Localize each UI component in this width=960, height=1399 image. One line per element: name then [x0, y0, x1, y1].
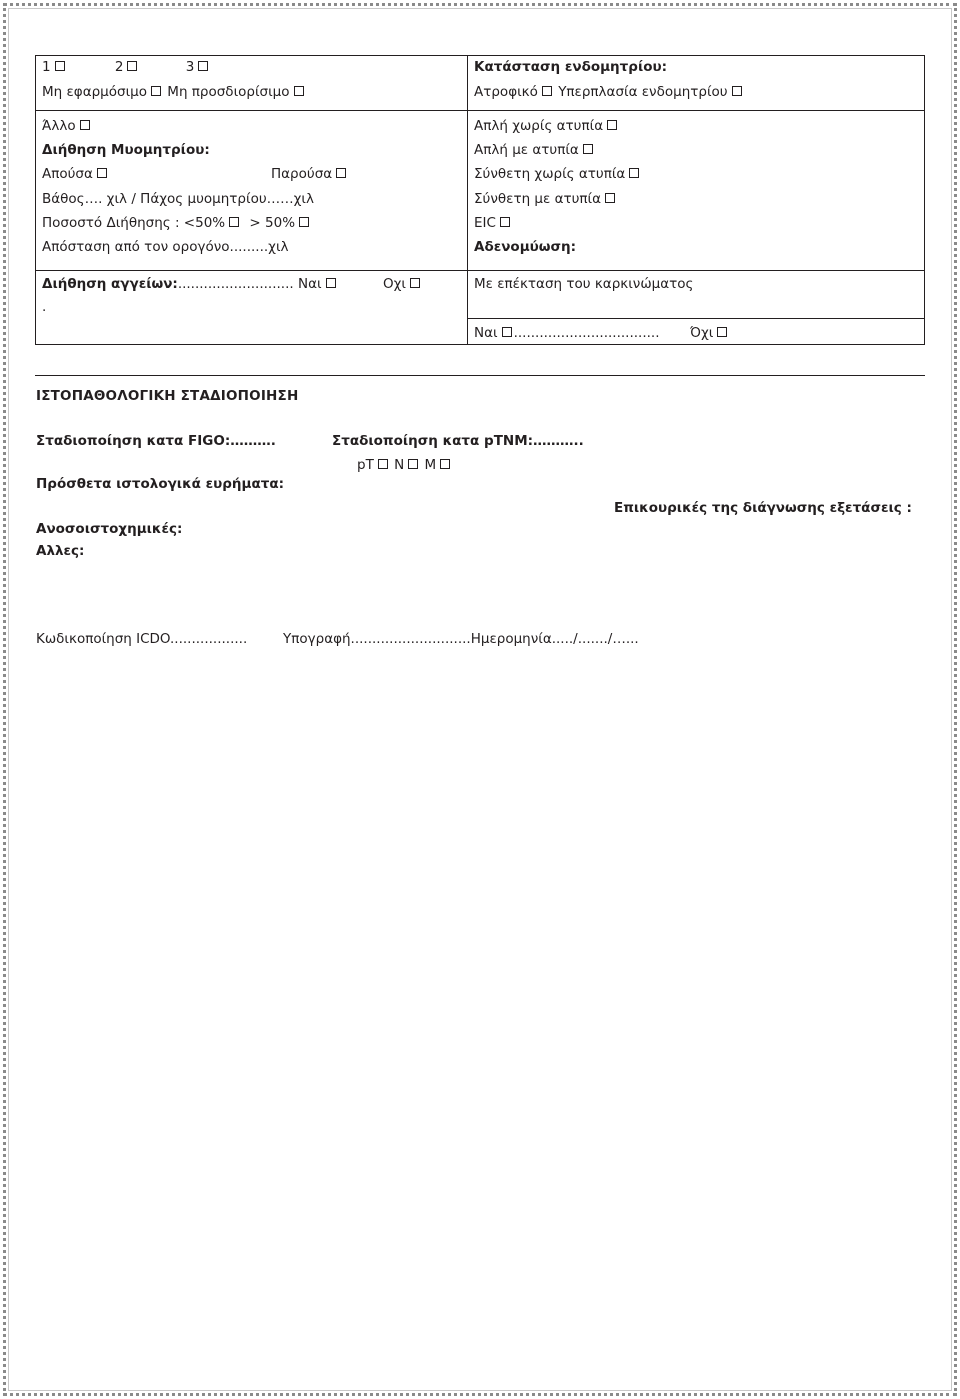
eic-checkbox[interactable]	[500, 217, 510, 227]
endometrium-heading: Κατάσταση ενδομητρίου:	[474, 59, 667, 75]
extension-yes-label: Ναι	[474, 325, 498, 341]
extension-yes-row	[474, 324, 659, 342]
grade-2-label: 2	[114, 59, 124, 75]
vessels-no-checkbox[interactable]	[410, 278, 420, 288]
atrophic-checkbox[interactable]	[542, 86, 552, 96]
grade-3-checkbox[interactable]	[198, 61, 208, 71]
myometrial-heading: Διήθηση Μυομητρίου:	[42, 142, 210, 158]
simple-atypia-row	[474, 141, 595, 159]
immunohistochemistry: Ανοσοιστοχημικές:	[36, 521, 183, 537]
absent-label: Απούσα	[42, 166, 93, 182]
hyperplasia-label: Υπερπλασία ενδομητρίου	[558, 84, 728, 100]
other-checkbox[interactable]	[80, 120, 90, 130]
atrophic-label: Ατροφικό	[474, 84, 538, 100]
adenomyosis-heading: Αδενομύωση:	[474, 239, 577, 255]
extension-no-label: Όχι	[690, 325, 714, 341]
pt-checkbox[interactable]	[378, 459, 388, 469]
row-divider-1	[35, 110, 925, 111]
n-checkbox[interactable]	[408, 459, 418, 469]
signature-date: Υπογραφή............................Ημερομηνία...../......./…...	[283, 631, 639, 647]
grade-row	[42, 58, 210, 76]
figo-staging: Σταδιοποίηση κατα FIGO:……….	[36, 433, 276, 449]
n-label: N	[394, 457, 405, 473]
vessels-no-label: Οχι	[383, 276, 406, 292]
complex-atypia-label: Σύνθετη με ατυπία	[474, 191, 602, 207]
column-divider	[467, 55, 468, 344]
simple-atypia-label: Απλή με ατυπία	[474, 142, 579, 158]
eic-label: EIC	[474, 215, 496, 231]
complex-atypia-checkbox[interactable]	[605, 193, 615, 203]
not-applicable-label: Μη εφαρμόσιμο	[42, 84, 147, 100]
ancillary-tests: Επικουρικές της διάγνωσης εξετάσεις :	[614, 500, 912, 516]
percent-gt-checkbox[interactable]	[299, 217, 309, 227]
simple-atypia-checkbox[interactable]	[583, 144, 593, 154]
undetermined-label: Μη προσδιορίσιμο	[167, 84, 290, 100]
m-label: M	[424, 457, 437, 473]
vessels-yes-label: Ναι	[297, 276, 322, 292]
other-label: Άλλο	[42, 118, 76, 134]
myometrial-absent-row	[42, 165, 109, 183]
extension-yes-checkbox[interactable]	[502, 327, 512, 337]
pt-label: pT	[357, 457, 374, 473]
hyperplasia-checkbox[interactable]	[732, 86, 742, 96]
stray-dot: .	[42, 299, 47, 315]
percent-gt-label: > 50%	[249, 215, 296, 231]
complex-no-atypia-checkbox[interactable]	[629, 168, 639, 178]
staging-title: ΙΣΤΟΠΑΘΟΛΟΓΙΚΗ ΣΤΑΔΙΟΠΟΙΗΣΗ	[36, 388, 299, 404]
absent-checkbox[interactable]	[97, 168, 107, 178]
ptnm-staging: Σταδιοποίηση κατα pTNM:………..	[332, 433, 584, 449]
grade-2-checkbox[interactable]	[127, 61, 137, 71]
vessels-yes-checkbox[interactable]	[326, 278, 336, 288]
extension-no-checkbox[interactable]	[717, 327, 727, 337]
percent-row	[42, 214, 311, 232]
vessels-row	[42, 275, 338, 293]
ptnm-options-row	[357, 456, 452, 474]
complex-no-atypia-label: Σύνθετη χωρίς ατυπία	[474, 166, 626, 182]
others: Αλλες:	[36, 543, 85, 559]
present-checkbox[interactable]	[336, 168, 346, 178]
extension-no-row	[690, 324, 729, 342]
myometrial-present-row	[271, 165, 348, 183]
grade-3-label: 3	[185, 59, 195, 75]
staging-top-rule	[35, 375, 925, 376]
m-checkbox[interactable]	[440, 459, 450, 469]
serosa-distance-line: Απόσταση από τον ορογόνο.........χιλ	[42, 239, 289, 255]
endometrium-state-row	[474, 83, 744, 101]
extension-dots: ..................................	[513, 325, 660, 341]
complex-no-atypia-row	[474, 165, 641, 183]
other-row	[42, 117, 92, 135]
grade-1-checkbox[interactable]	[55, 61, 65, 71]
additional-findings: Πρόσθετα ιστολογικά ευρήματα:	[36, 476, 285, 492]
depth-line: Βάθος…. χιλ / Πάχος μυομητρίου……χιλ	[42, 191, 314, 207]
complex-atypia-row	[474, 190, 617, 208]
percent-lt-checkbox[interactable]	[229, 217, 239, 227]
undetermined-checkbox[interactable]	[294, 86, 304, 96]
grade-1-label: 1	[42, 59, 51, 75]
not-applicable-checkbox[interactable]	[151, 86, 161, 96]
extension-label: Με επέκταση του καρκινώματος	[474, 276, 694, 292]
simple-no-atypia-row	[474, 117, 619, 135]
applicability-row	[42, 83, 306, 101]
vessels-no-row	[383, 275, 422, 293]
simple-no-atypia-checkbox[interactable]	[607, 120, 617, 130]
row-divider-2	[35, 270, 925, 271]
vessels-dots: ...........................	[177, 276, 294, 292]
percent-lt-label: Ποσοστό Διήθησης : <50%	[42, 215, 226, 231]
icdo-coding: Κωδικοποίηση ICDO..................	[36, 631, 248, 647]
row-divider-3	[468, 318, 925, 319]
eic-row	[474, 214, 512, 232]
present-label: Παρούσα	[271, 166, 333, 182]
vessels-label: Διήθηση αγγείων:	[42, 276, 178, 292]
simple-no-atypia-label: Απλή χωρίς ατυπία	[474, 118, 604, 134]
